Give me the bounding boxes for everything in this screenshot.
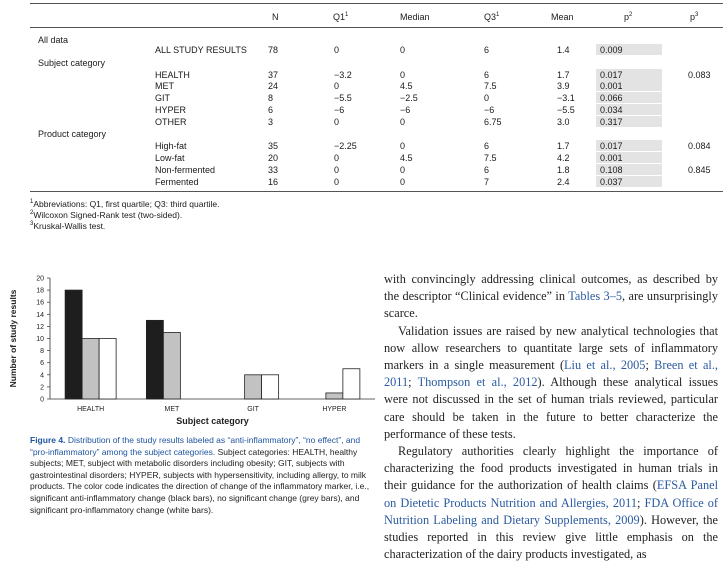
cell-n: 8 [268,93,274,103]
x-tick-label: HEALTH [77,406,105,413]
header-mean: Mean [551,12,574,22]
cell-median: 4.5 [400,81,413,91]
y-tick-label: 20 [36,275,44,283]
cell-n: 24 [268,81,279,91]
cell-median: −6 [400,105,411,115]
cell-median: 0 [400,141,406,151]
cell-q1: 0 [334,117,340,127]
bar-pro-inflammatory [99,339,116,400]
y-tick-label: 16 [36,299,44,307]
table-bottom-rule [30,191,723,192]
cell-median: 4.5 [400,153,413,163]
cell-mean: 1.7 [557,141,570,151]
row-label: Fermented [155,177,199,187]
section-subject-category: Subject category [38,58,106,68]
row-label: MET [155,81,174,91]
y-tick-label: 6 [40,360,44,368]
cell-median: 0 [400,70,406,80]
cell-p2: 0.001 [600,81,623,91]
bar-no-effect [82,339,99,400]
figure-label: Figure 4. [30,435,66,445]
citation-fda[interactable]: FDA Office of Nutrition Labeling and Dietary Supplements, 2009 [384,495,718,527]
header-q1: $Q1^1$ [333,12,349,22]
header-n: N [272,12,279,22]
y-tick-label: 4 [40,372,44,380]
bar-no-effect [163,332,180,399]
caption-title: Distribution of the study results labeled as “anti-inflammatory”, “no effect”, and “pro-inflammatory” among the subject categories. [30,435,361,457]
table-top-rule [30,3,723,4]
bar-pro-inflammatory [343,369,360,399]
results-table [0,0,723,195]
header-p2: $p^2$ [624,12,633,22]
cell-mean: 4.2 [557,153,570,163]
row-label: HEALTH [155,70,190,80]
x-tick-label: MET [164,406,180,413]
paragraph-2: Validation issues are raised by new analytical technologies that now allow researchers to quantitate large sets of inflammatory markers in a single measurement (Liu et al., 2005; Breen et al., 2011; Thompson et al., 2012). Although these analytical issues were not discussed in the set of human trials reviewed, particular care should be taken in the future to better characterize the performance of these tests. [384,323,718,441]
cell-q3: −6 [484,105,495,115]
y-tick-label: 12 [36,323,44,331]
paragraph-3: Regulatory authorities clearly highlight the importance of characterizing the food products investigated in human trials in their guidance for the authorization of health claims (EFSA Panel on Dietetic Products Nutrition and Allergies, 2011; FDA Office of Nutrition Labeling and Dietary Supplements, 2009). However, the studies reported in this review give little emphasis on the characterization of the dairy products investigated, as [384,444,718,562]
cell-q1: −5.5 [334,93,352,103]
cell-mean: 1.4 [557,45,570,55]
cell-q3: 7.5 [484,81,497,91]
x-tick-label: GIT [247,406,259,413]
cell-q3: 6 [484,141,490,151]
cell-q3: 6 [484,70,490,80]
section-all-data: All data [38,35,69,45]
cell-q3: 7.5 [484,153,497,163]
bar-no-effect [326,393,343,399]
y-tick-label: 18 [36,287,44,295]
y-tick-label: 0 [40,396,44,404]
cell-q3: 0 [484,93,490,103]
cell-q1: 0 [334,177,340,187]
header-q3: $Q3^1$ [484,12,500,22]
cell-median: −2.5 [400,93,418,103]
tables-link[interactable]: Tables 3–5 [568,289,622,304]
cell-mean: 1.8 [557,165,570,175]
bar-anti-inflammatory [65,290,82,399]
y-tick-label: 2 [40,384,44,392]
cell-q1: 0 [334,153,340,163]
cell-p2: 0.317 [600,117,623,127]
cell-p2: 0.066 [600,93,623,103]
bar-pro-inflammatory [262,375,279,399]
bar-no-effect [245,375,262,399]
cell-q3: 6.75 [484,117,502,127]
table-header-rule [30,27,723,28]
row-label: Non-fermented [155,165,216,175]
paragraph-1: with convincingly addressing clinical outcomes, as described by the descriptor “Clinical evidence” in Tables 3–5, are unsurprisingly scarce. [384,272,718,321]
row-label: GIT [155,93,170,103]
cell-p3: 0.083 [688,70,711,80]
citation-efsa[interactable]: EFSA Panel on Dietetic Products Nutrition and Allergies, 2011 [384,478,718,510]
row-label: ALL STUDY RESULTS [155,45,247,55]
cell-q1: −3.2 [334,70,352,80]
cell-q1: −2.25 [334,141,357,151]
y-axis-label: Number of study results [8,289,18,388]
citation-liu[interactable]: Liu et al., 2005 [564,358,646,373]
cell-n: 35 [268,141,279,151]
row-label: Low-fat [155,153,185,163]
footnote-3: $^3$Kruskal-Wallis test. [30,221,106,231]
cell-n: 37 [268,70,279,80]
cell-mean: 3.0 [557,117,570,127]
row-label: HYPER [155,105,187,115]
y-tick-label: 8 [40,348,44,356]
cell-p2: 0.034 [600,105,623,115]
cell-p3: 0.084 [688,141,711,151]
cell-median: 0 [400,45,406,55]
cell-n: 16 [268,177,279,187]
cell-p2: 0.017 [600,141,623,151]
cell-mean: 2.4 [557,177,570,187]
cell-q1: 0 [334,45,340,55]
cell-q1: −6 [334,105,345,115]
cell-median: 0 [400,117,406,127]
cell-q3: 6 [484,165,490,175]
citation-breen[interactable]: Breen et al., 2011 [384,358,718,390]
citation-thompson[interactable]: Thompson et al., 2012 [417,375,538,390]
footnote-1: $^1$Abbreviations: Q1, first quartile; Q3: third quartile. [30,199,220,209]
caption-body: Subject categories: HEALTH, healthy subjects; MET, subject with metabolic disorders including obesity; GIT, subjects with gastrointestinal disorders; HYPER, subjects with hypersensitivity, including allergy, to milk products. The color code indicates the direction of change of the inflammatory marker, i.e., significant anti-inflammatory change (black bars), no significant change (grey bars), and significant pro-inflammatory change (white bars). [30,446,370,515]
cell-p3: 0.845 [688,165,711,175]
cell-p2: 0.108 [600,165,623,175]
cell-n: 33 [268,165,279,175]
cell-q3: 7 [484,177,490,187]
cell-n: 78 [268,45,279,55]
figure-4-bar-chart [0,268,380,430]
y-tick-label: 14 [36,311,44,319]
cell-p2: 0.009 [600,45,623,55]
cell-median: 0 [400,177,406,187]
cell-p2: 0.037 [600,177,623,187]
row-label: High-fat [155,141,187,151]
section-product-category: Product category [38,129,107,139]
cell-p2: 0.001 [600,153,623,163]
cell-mean: −5.5 [557,105,575,115]
cell-q1: 0 [334,81,340,91]
cell-mean: 1.7 [557,70,570,80]
footnote-2: $^2$Wilcoxon Signed-Rank test (two-sided). [30,210,183,220]
cell-n: 3 [268,117,274,127]
cell-median: 0 [400,165,406,175]
y-tick-label: 10 [36,336,44,343]
x-tick-label: HYPER [322,406,347,413]
x-axis-label: Subject category [176,416,249,426]
cell-mean: 3.9 [557,81,570,91]
cell-mean: −3.1 [557,93,575,103]
header-p3: $p^3$ [690,12,699,22]
row-label: OTHER [155,117,187,127]
cell-p2: 0.017 [600,70,623,80]
body-text-column [384,271,718,563]
cell-n: 20 [268,153,279,163]
cell-q3: 6 [484,45,490,55]
cell-q1: 0 [334,165,340,175]
figure-caption [30,435,370,516]
bar-anti-inflammatory [146,320,163,399]
header-median: Median [400,12,430,22]
cell-n: 6 [268,105,274,115]
